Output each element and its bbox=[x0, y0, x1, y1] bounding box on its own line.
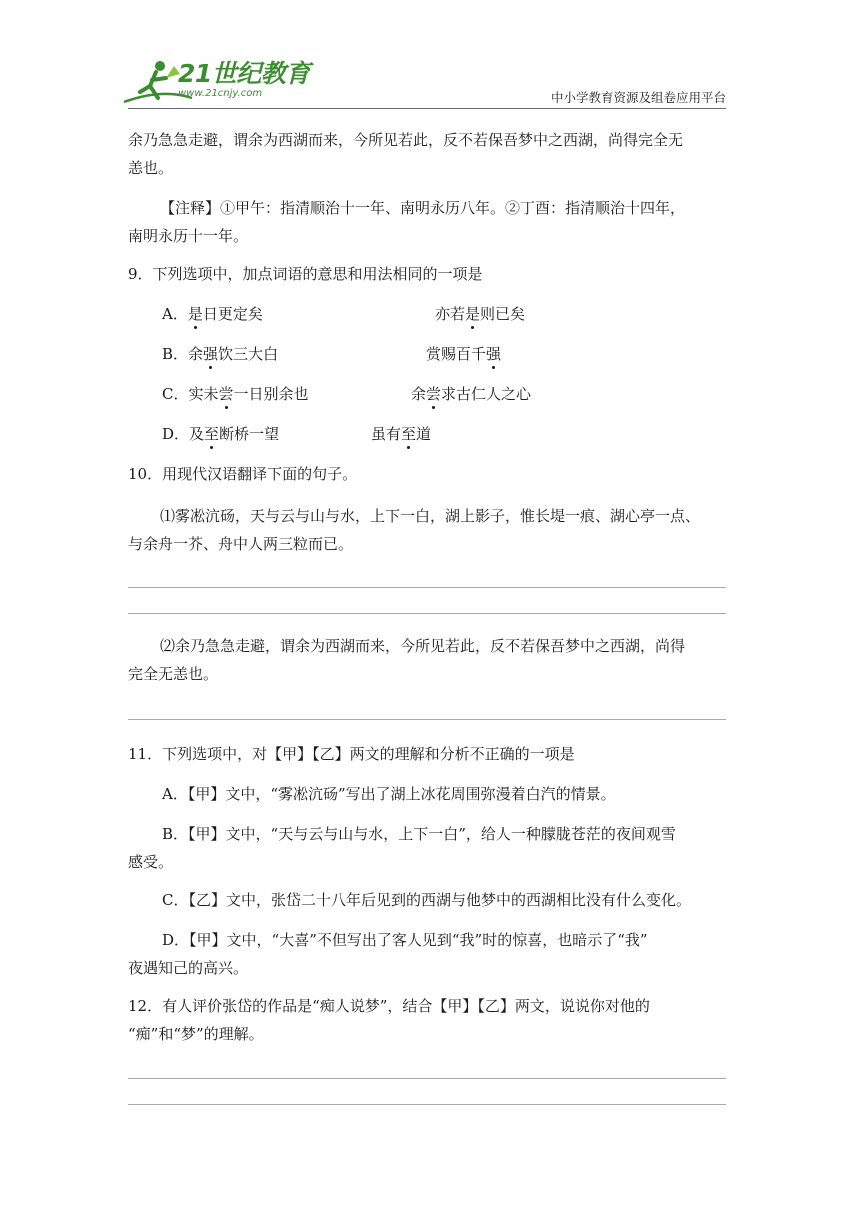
emphasis-dot-char: 强 bbox=[203, 345, 219, 363]
emphasis-dot-char: 至 bbox=[401, 425, 417, 443]
logo-url: www.21cnjy.com bbox=[178, 88, 263, 99]
answer-line[interactable] bbox=[128, 1104, 726, 1105]
q11-option-d-line: 夜遇知己的高兴。 bbox=[128, 959, 249, 977]
question-12-stem-line: “痴”和“梦”的理解。 bbox=[128, 1025, 264, 1043]
note-line: 南明永历十一年。 bbox=[128, 227, 249, 245]
q9-option-c-right: 余尝求古仁人之心 bbox=[411, 385, 532, 403]
q10-sentence-1-line: ⑴雾凇沆砀，天与云与山与水，上下一白，湖上影子，惟长堤一痕、湖心亭一点、 bbox=[160, 507, 701, 525]
logo-text: 21世纪教育 bbox=[178, 59, 310, 88]
emphasis-dot-char: 尝 bbox=[426, 385, 442, 403]
q11-option-b-line: B．【甲】文中，“天与云与山与水，上下一白”，给人一种朦胧苍茫的夜间观雪 bbox=[162, 825, 676, 843]
answer-line[interactable] bbox=[128, 1078, 726, 1079]
q11-option-b-line: 感受。 bbox=[128, 853, 174, 871]
question-10-stem: 10．用现代汉语翻译下面的句子。 bbox=[128, 465, 358, 483]
q11-option-c: C．【乙】文中，张岱二十八年后见到的西湖与他梦中的西湖相比没有什么变化。 bbox=[162, 891, 691, 909]
emphasis-dot-char: 是 bbox=[187, 305, 203, 323]
passage-line: 余乃急急走避，谓余为西湖而来，今所见若此，反不若保吾梦中之西湖，尚得完全无 bbox=[128, 131, 684, 149]
emphasis-dot-char: 是 bbox=[465, 305, 481, 323]
q9-option-a-right: 亦若是则已矣 bbox=[435, 305, 526, 323]
q9-option-a-left: A．是日更定矣 bbox=[162, 305, 263, 323]
header-divider bbox=[128, 108, 726, 109]
answer-line[interactable] bbox=[128, 587, 726, 588]
emphasis-dot-char: 强 bbox=[486, 345, 502, 363]
note-line: 【注释】①甲午：指清顺治十一年、南明永历八年。②丁酉：指清顺治十四年， bbox=[160, 199, 686, 217]
emphasis-dot-char: 尝 bbox=[218, 385, 234, 403]
q9-option-b-right: 赏赐百千强 bbox=[426, 345, 502, 363]
q9-option-d-left: D．及至断桥一望 bbox=[162, 425, 280, 443]
answer-line[interactable] bbox=[128, 613, 726, 614]
q9-option-b-left: B．余强饮三大白 bbox=[162, 345, 279, 363]
question-12-stem-line: 12．有人评价张岱的作品是“痴人说梦”，结合【甲】【乙】两文，说说你对他的 bbox=[128, 997, 650, 1015]
question-9-stem: 9．下列选项中，加点词语的意思和用法相同的一项是 bbox=[128, 265, 483, 283]
passage-line: 恙也。 bbox=[128, 159, 174, 177]
q10-sentence-2-line: ⑵余乃急急走避，谓余为西湖而来，今所见若此，反不若保吾梦中之西湖，尚得 bbox=[160, 637, 686, 655]
platform-name: 中小学教育资源及组卷应用平台 bbox=[550, 90, 726, 105]
q9-option-c-left: C．实未尝一日别余也 bbox=[162, 385, 309, 403]
q10-sentence-1-line: 与余舟一芥、舟中人两三粒而已。 bbox=[128, 535, 354, 553]
q10-sentence-2-line: 完全无恙也。 bbox=[128, 665, 219, 683]
question-11-stem: 11．下列选项中，对【甲】【乙】两文的理解和分析不正确的一项是 bbox=[128, 745, 575, 763]
q11-option-a: A．【甲】文中，“雾凇沆砀”写出了湖上冰花周围弥漫着白汽的情景。 bbox=[162, 785, 616, 803]
q9-option-d-right: 虽有至道 bbox=[371, 425, 432, 443]
answer-line[interactable] bbox=[128, 719, 726, 720]
page-header bbox=[0, 0, 860, 112]
q11-option-d-line: D．【甲】文中，“大喜”不但写出了客人见到“我”时的惊喜，也暗示了“我” bbox=[162, 931, 648, 949]
emphasis-dot-char: 至 bbox=[204, 425, 220, 443]
